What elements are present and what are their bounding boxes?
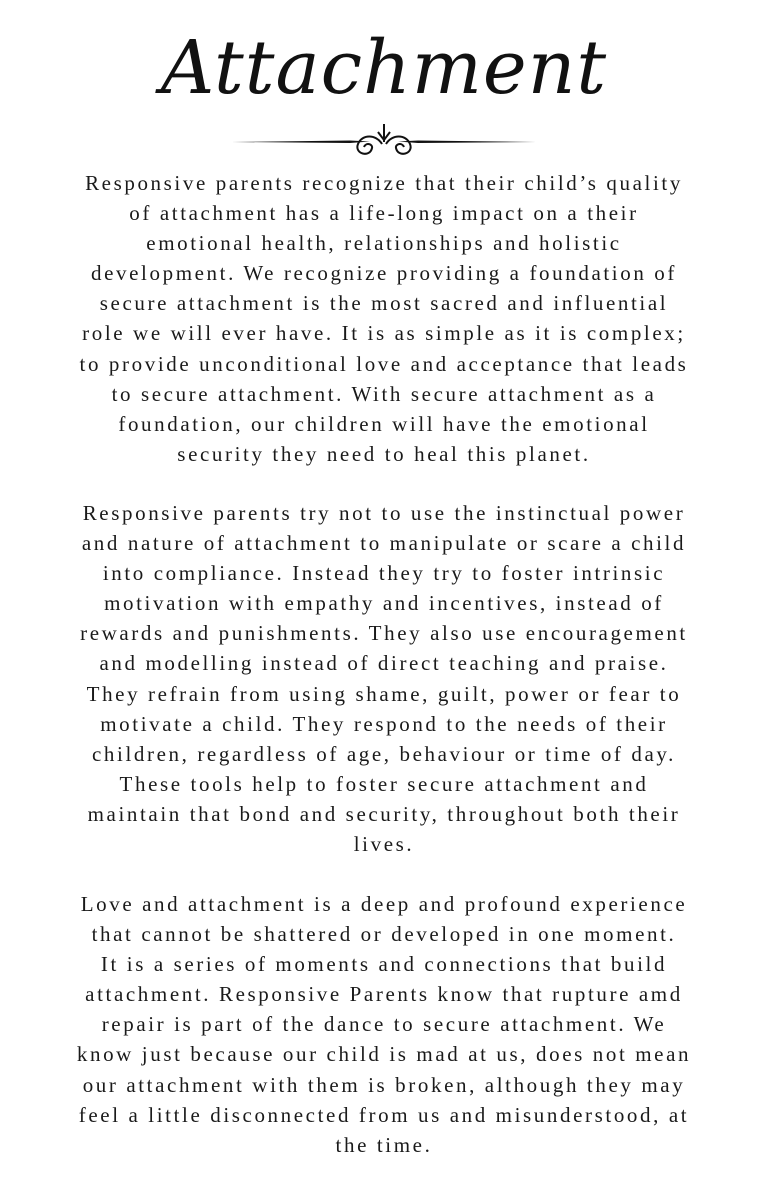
text-line: of attachment has a life-long impact on a their: [129, 201, 639, 226]
text-line: repair is part of the dance to secure attachment. We: [101, 1012, 667, 1037]
text-line: and modelling instead of direct teaching and praise.: [99, 651, 669, 676]
text-line: They refrain from using shame, guilt, power or fear to: [86, 681, 682, 706]
text-line: children, regardless of age, behaviour or time of day.: [92, 741, 676, 766]
text-line: maintain that bond and security, throughout both their: [87, 801, 681, 826]
text-line: our attachment with them is broken, although they may: [82, 1072, 686, 1097]
text-line: Love and attachment is a deep and profound experience: [80, 892, 688, 916]
text-line: and nature of attachment to manipulate or scare a child: [81, 531, 687, 556]
text-line: that cannot be shattered or developed in one moment.: [91, 922, 677, 947]
text-line: to secure attachment. With secure attachment as a: [111, 381, 657, 406]
text-line: rewards and punishments. They also use encouragement: [80, 621, 688, 646]
text-line: security they need to heal this planet.: [177, 441, 591, 466]
text-line: into compliance. Instead they try to foster intrinsic: [102, 561, 666, 586]
text-line: These tools help to foster secure attachment and: [119, 771, 649, 796]
text-line: attachment. Responsive Parents know that rupture amd: [85, 982, 683, 1007]
ornament-divider-icon: [230, 120, 538, 162]
text-line: know just because our child is mad at us, does not mean: [76, 1042, 692, 1067]
text-line: motivate a child. They respond to the needs of their: [100, 711, 668, 736]
text-line: development. We recognize providing a foundation of: [91, 261, 677, 286]
page-title: Attachment: [160, 25, 608, 111]
text-line: foundation, our children will have the emotional: [118, 411, 650, 436]
text-line: feel a little disconnected from us and misunderstood, at: [78, 1102, 690, 1127]
text-line: lives.: [353, 832, 415, 857]
text-line: secure attachment is the most sacred and influential: [99, 291, 669, 316]
paragraph-3: [0, 889, 768, 1160]
text-line: Responsive parents try not to use the instinctual power: [82, 501, 686, 525]
text-line: It is a series of moments and connections that build: [100, 952, 668, 977]
paragraph-2: [0, 498, 768, 859]
text-line: to provide unconditional love and acceptance that leads: [79, 351, 689, 376]
text-line: motivation with empathy and incentives, instead of: [104, 591, 664, 616]
text-line: role we will ever have. It is as simple as it is complex;: [82, 321, 686, 346]
text-line: the time.: [335, 1132, 433, 1157]
text-line: emotional health, relationships and holistic: [146, 231, 622, 256]
paragraph-1: [0, 168, 768, 469]
text-line: Responsive parents recognize that their child’s quality: [85, 171, 683, 195]
